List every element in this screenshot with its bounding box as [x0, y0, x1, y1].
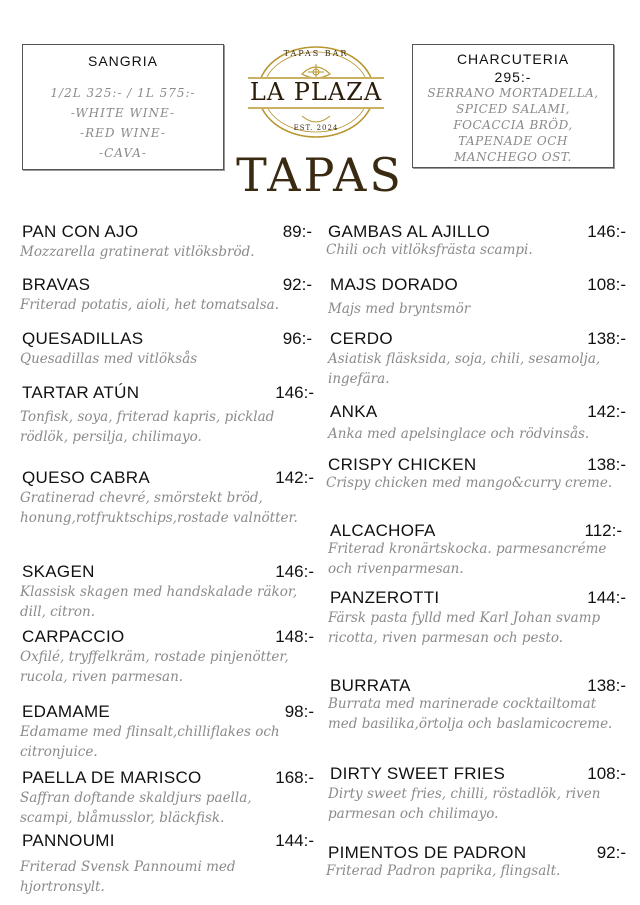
menu-item-name: DIRTY SWEET FRIES [330, 764, 506, 783]
menu-item-description: Oxfilé, tryffelkräm, rostade pinjenötter, rucola, riven parmesan. [20, 649, 289, 685]
menu-item-name: TARTAR ATÚN [22, 383, 140, 402]
menu-item-name: QUESO CABRA [22, 468, 150, 487]
logo-est: EST. 2024 [293, 124, 339, 132]
menu-item-price: 98:- [284, 702, 314, 721]
menu-item-description: Quesadillas med vitlöksås [20, 351, 198, 367]
sangria-cava: -CAVA- [99, 146, 147, 160]
menu-item-price: 112:- [584, 521, 622, 540]
menu-item-name: PIMENTOS DE PADRON [328, 843, 527, 862]
menu-item-name: ALCACHOFA [330, 521, 436, 540]
menu-item-description: Dirty sweet fries, chilli, röstadlök, riven parmesan och chilimayo. [328, 786, 601, 822]
menu-item-name: BRAVAS [22, 275, 91, 294]
logo-top-text: TAPAS BAR [283, 49, 349, 58]
menu-item-price: 138:- [587, 455, 626, 474]
menu-item-price: 146:- [275, 562, 314, 581]
menu-item-description: Saffran doftande skaldjurs paella, scampi, blåmusslor, bläckfisk. [20, 790, 252, 826]
menu-item-name: MAJS DORADO [330, 275, 458, 294]
menu-item-price: 168:- [275, 768, 314, 787]
menu-item-price: 138:- [587, 676, 626, 695]
menu-item-description: Edamame med flinsalt,chilliflakes och citronjuice. [20, 724, 280, 760]
menu-item-price: 144:- [275, 831, 314, 850]
menu-item-price: 144:- [587, 588, 626, 607]
menu-item-name: PAELLA DE MARISCO [22, 768, 202, 787]
menu-item-description: Friterad kronärtskocka. parmesancréme och rivenparmesan. [328, 541, 607, 577]
sangria-white-wine: -WHITE WINE- [70, 106, 176, 120]
menu-item-price: 142:- [587, 402, 626, 421]
menu-item-name: ANKA [330, 402, 378, 421]
menu-item-description: Friterad Padron paprika, flingsalt. [326, 863, 561, 879]
menu-item-price: 108:- [587, 275, 626, 294]
menu-item-description: Gratinerad chevré, smörstekt bröd, honung,rotfruktschips,rostade valnötter. [20, 490, 298, 526]
menu-item-price: 92:- [596, 843, 626, 862]
menu-item-description: Friterad potatis, aioli, het tomatsalsa. [20, 297, 279, 313]
menu-item-description: Klassisk skagen med handskalade räkor, dill, citron. [20, 584, 298, 620]
page-title: TAPAS [236, 148, 404, 202]
menu-item-name: BURRATA [330, 676, 411, 695]
charcuteria-description: SERRANO MORTADELLA, SPICED SALAMI, FOCACCIA BRÖD, TAPENADE OCH MANCHEGO OST. [427, 86, 599, 164]
menu-item-name: PAN CON AJO [22, 222, 139, 241]
menu-item-name: SKAGEN [22, 562, 95, 581]
sangria-price-line: 1/2L 325:- / 1L 575:- [50, 86, 196, 100]
menu-item-description: Anka med apelsinglace och rödvinsås. [328, 426, 590, 442]
logo-name: LA PLAZA [249, 78, 383, 106]
menu-item-description: Friterad Svensk Pannoumi med hjortronsylt. [20, 859, 236, 895]
menu-item-price: 89:- [282, 222, 312, 241]
menu-item-name: GAMBAS AL AJILLO [328, 222, 490, 241]
sangria-title: SANGRIA [87, 53, 158, 69]
menu-item-name: PANNOUMI [22, 831, 115, 850]
menu-item-name: CERDO [330, 329, 393, 348]
menu-item-description: Mozzarella gratinerat vitlöksbröd. [20, 244, 255, 260]
menu-item-description: Crispy chicken med mango&curry creme. [326, 475, 613, 491]
charcuteria-title: CHARCUTERIA [456, 51, 570, 67]
menu-item-name: PANZEROTTI [330, 588, 440, 607]
menu-item-description: Färsk pasta fylld med Karl Johan svamp ricotta, riven parmesan och pesto. [328, 610, 601, 646]
menu-item-description: Majs med bryntsmör [328, 301, 471, 317]
sangria-red-wine: -RED WINE- [80, 126, 166, 140]
la-plaza-logo [246, 44, 386, 140]
menu-item-description: Asiatisk fläsksida, soja, chili, sesamolja, ingefära. [328, 351, 601, 387]
menu-item-description: Burrata med marinerade cocktailtomat med basilika,örtolja och baslamicocreme. [328, 696, 613, 732]
charcuteria-price: 295:- [494, 69, 532, 85]
menu-item-name: CRISPY CHICKEN [328, 455, 477, 474]
menu-item-name: CARPACCIO [22, 627, 125, 646]
menu-item-price: 142:- [275, 468, 314, 487]
menu-item-price: 108:- [587, 764, 626, 783]
menu-item-price: 92:- [282, 275, 312, 294]
menu-item-description: Tonfisk, soya, friterad kapris, picklad rödlök, persilja, chilimayo. [20, 409, 275, 445]
menu-item-name: QUESADILLAS [22, 329, 144, 348]
menu-item-price: 148:- [275, 627, 314, 646]
menu-item-price: 96:- [282, 329, 312, 348]
menu-item-name: EDAMAME [22, 702, 111, 721]
menu-item-description: Chili och vitlöksfrästa scampi. [326, 242, 533, 258]
menu-item-price: 138:- [587, 329, 626, 348]
menu-item-price: 146:- [275, 383, 314, 402]
menu-item-price: 146:- [587, 222, 626, 241]
